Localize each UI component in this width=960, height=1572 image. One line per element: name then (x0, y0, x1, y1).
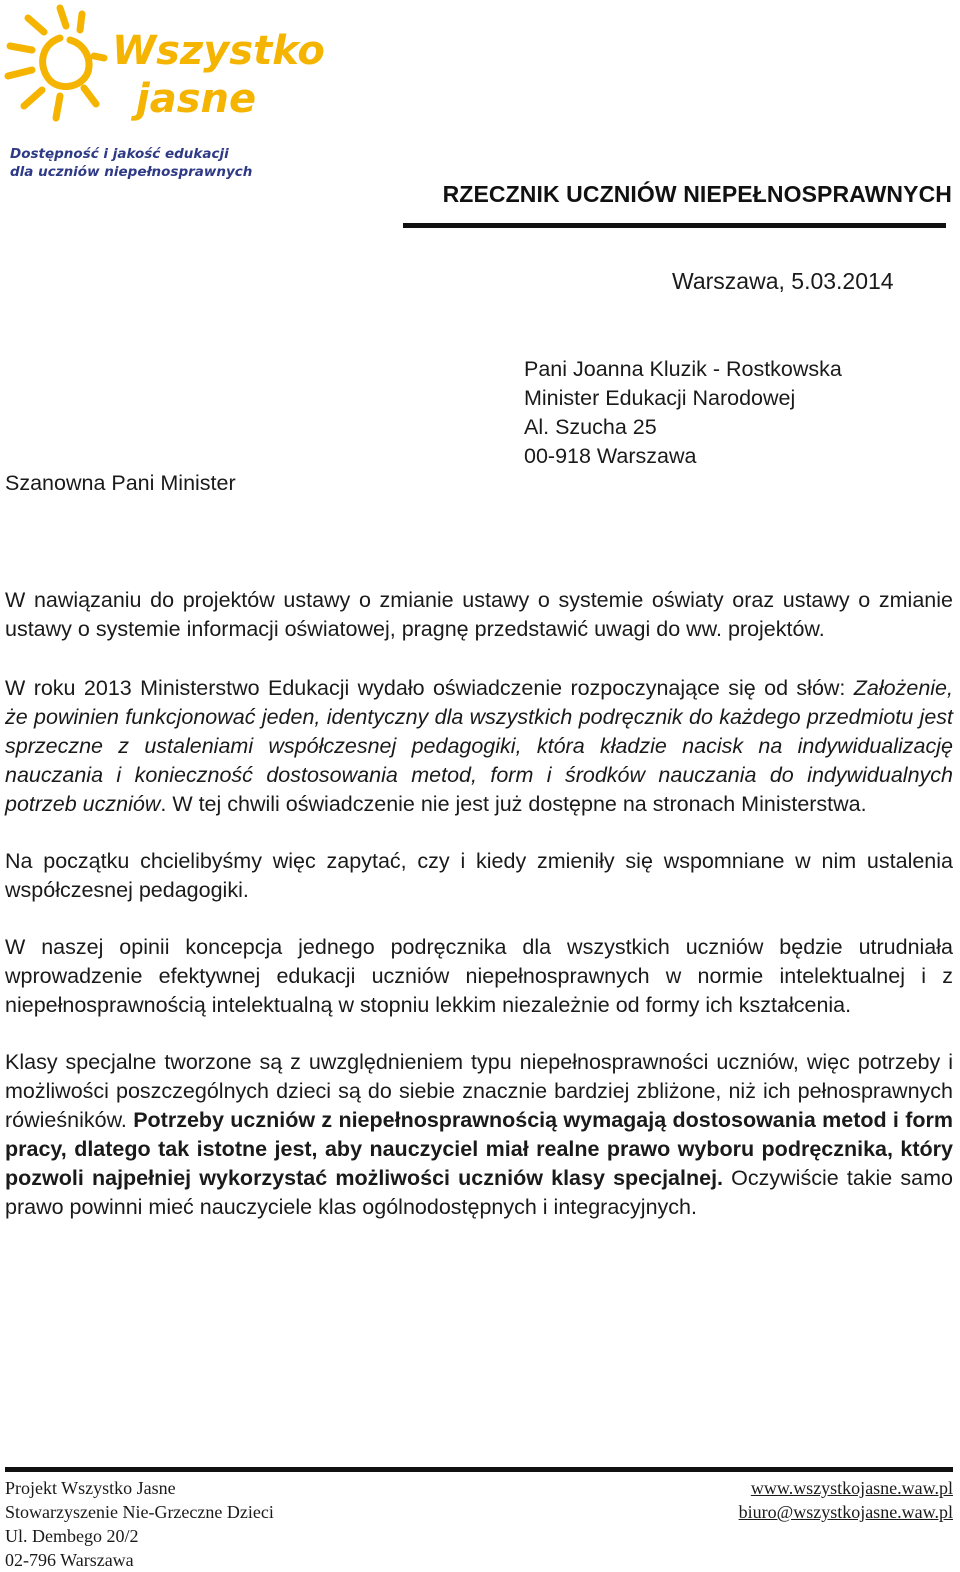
footer-line: Stowarzyszenie Nie-Grzeczne Dzieci (5, 1502, 274, 1522)
paragraph: Na początku chcielibyśmy więc zapytać, czy i kiedy zmieniły się wspomniane w nim ustalenia współczesnej pedagogiki. (5, 849, 953, 902)
header-title: RZECZNIK UCZNIÓW NIEPEŁNOSPRAWNYCH (442, 181, 952, 207)
logo-name-line1: Wszystko (112, 28, 325, 74)
salutation: Szanowna Pani Minister (5, 471, 236, 495)
paragraph: W naszej opinii koncepcja jednego podręcznika dla wszystkich uczniów będzie utrudniała wprowadzenie efektywnej edukacji uczniów niepełnosprawnych w normie intelektualnej i z niepełnosprawnością intelektualną w stopniu lekkim niezależnie od formy ich kształcenia. (5, 935, 953, 1017)
logo-name-line2: jasne (136, 76, 257, 122)
paragraph-tail: . W tej chwili oświadczenie nie jest już dostępne na stronach Ministerstwa. (160, 792, 867, 816)
website-link[interactable]: www.wszystkojasne.waw.pl (750, 1478, 953, 1498)
addressee-line: Minister Edukacji Narodowej (524, 386, 796, 410)
addressee-line: Al. Szucha 25 (524, 415, 657, 439)
paragraph: W nawiązaniu do projektów ustawy o zmianie ustawy o systemie oświaty oraz ustawy o zmianie ustawy o systemie informacji oświatowej, pragnę przedstawić uwagi do ww. projektów. (5, 588, 953, 641)
paragraph (5, 674, 953, 819)
paragraph-lead: Klasy specjalne tworzone są z uwzględnieniem typu niepełnosprawności uczniów, więc potrzeby i możliwości poszczególnych dzieci są do siebie znacznie bardziej zbliżone, niż ich pełnosprawnych rówieśników. (5, 1050, 953, 1132)
footer-line: Projekt Wszystko Jasne (5, 1478, 176, 1498)
paragraph-lead: W roku 2013 Ministerstwo Edukacji wydało oświadczenie rozpoczynające się od słów: (5, 676, 854, 700)
logo-tagline-line2: dla uczniów niepełnosprawnych (10, 164, 253, 180)
logo-tagline-line1: Dostępność i jakość edukacji (10, 146, 229, 162)
paragraph (5, 1048, 953, 1222)
addressee-line: 00-918 Warszawa (524, 444, 697, 468)
paragraph-tail: Oczywiście takie samo prawo powinni mieć nauczyciele klas ogólnodostępnych i integracyjnych. (5, 1166, 953, 1219)
letter-date: Warszawa, 5.03.2014 (672, 268, 894, 294)
letter-body (5, 586, 953, 1250)
emphasized-text: Potrzeby uczniów z niepełnosprawnością wymagają dostosowania metod i form pracy, dlatego tak istotne jest, aby nauczyciel miał realne prawo wyboru podręcznika, który pozwoli najpełniej wykorzystać możliwości uczniów klasy specjalnej. (5, 1108, 953, 1190)
email-link[interactable]: biuro@wszystkojasne.waw.pl (738, 1502, 953, 1522)
footer-line: 02-796 Warszawa (5, 1550, 134, 1570)
logo (0, 0, 340, 185)
footer-contact (739, 1476, 953, 1524)
addressee-block (524, 355, 842, 471)
sun-icon (8, 8, 104, 118)
footer-line: Ul. Dembego 20/2 (5, 1526, 139, 1546)
footer-address (5, 1476, 274, 1572)
footer-divider (5, 1467, 953, 1472)
addressee-line: Pani Joanna Kluzik - Rostkowska (524, 357, 842, 381)
quoted-statement: Założenie, że powinien funkcjonować jeden, identyczny dla wszystkich podręcznik do każdego przedmiotu jest sprzeczne z ustaleniami współczesnej pedagogiki, która kładzie nacisk na indywidualizację nauczania i konieczność dostosowania metod, form i środków nauczania do indywidualnych potrzeb uczniów (5, 676, 953, 816)
header-divider (403, 223, 946, 228)
